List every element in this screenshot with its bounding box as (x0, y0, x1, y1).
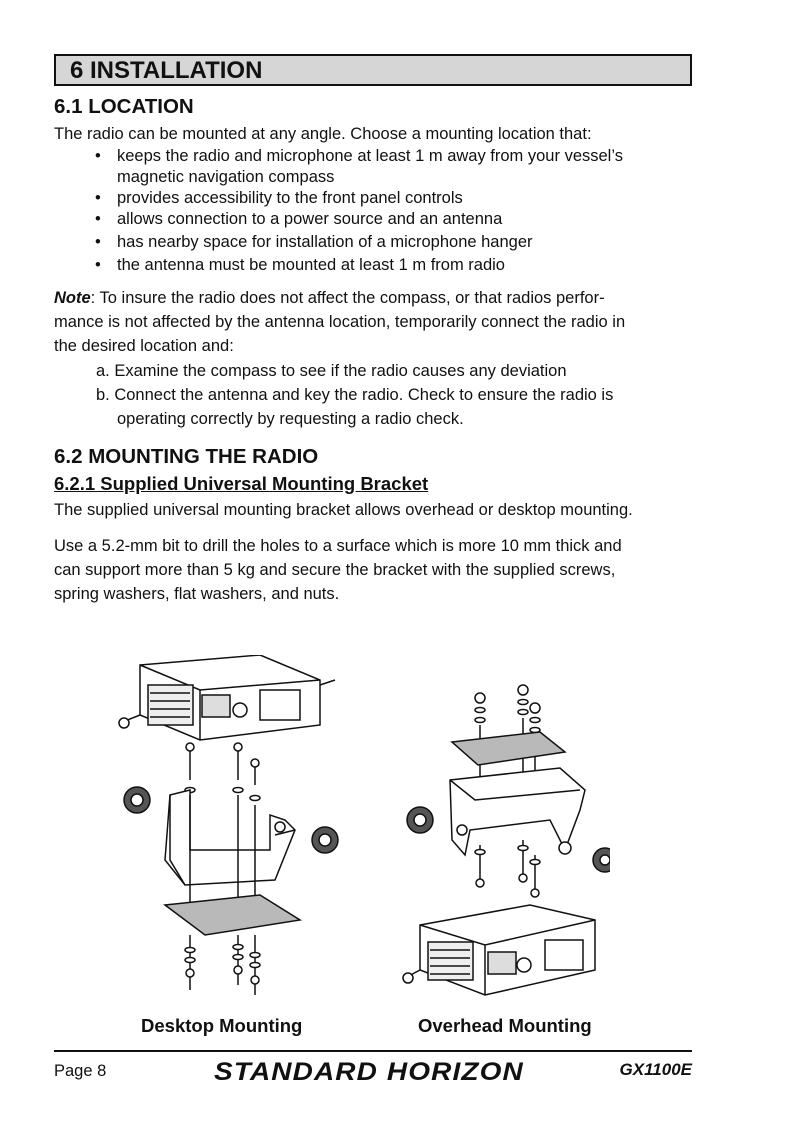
model-name: GX1100E (619, 1060, 692, 1079)
list-item: b. Connect the antenna and key the radio. Check to ensure the radio is (96, 386, 614, 404)
page-number: Page 8 (54, 1062, 107, 1080)
overhead-mounting-caption: Overhead Mounting (418, 1015, 592, 1036)
chapter-title: 6 INSTALLATION (70, 57, 263, 84)
note-steps (96, 359, 613, 431)
note-label: Note (54, 289, 91, 307)
brand-logo: STANDARD HORIZON (214, 1058, 524, 1086)
list-item: • allows connection to a power source and an antenna (95, 210, 503, 228)
list-item: a. Examine the compass to see if the radio causes any deviation (96, 362, 567, 380)
section-heading-location: 6.1 LOCATION (54, 95, 194, 118)
section-heading-mounting: 6.2 MOUNTING THE RADIO (54, 445, 319, 468)
list-item: • keeps the radio and microphone at least 1 m away from your vessel’s (95, 147, 623, 165)
desktop-mounting-caption: Desktop Mounting (141, 1015, 303, 1036)
list-item: magnetic navigation compass (117, 168, 335, 186)
location-intro: The radio can be mounted at any angle. Choose a mounting location that: (54, 125, 592, 143)
overhead-mounting-illustration (400, 680, 610, 1010)
list-item: • the antenna must be mounted at least 1 m from radio (95, 256, 505, 274)
subsection-heading-bracket: 6.2.1 Supplied Universal Mounting Bracket (54, 473, 429, 494)
desktop-mounting-illustration (110, 655, 350, 1005)
list-item: • has nearby space for installation of a microphone hanger (95, 233, 533, 251)
footer-rule (54, 1050, 692, 1052)
location-bullet-list (95, 146, 623, 276)
chapter-title-bar (54, 54, 692, 86)
bracket-paragraph-1: The supplied universal mounting bracket allows overhead or desktop mounting. (54, 501, 633, 519)
list-item: • provides accessibility to the front panel controls (95, 189, 463, 207)
bracket-paragraph-2: Use a 5.2-mm bit to drill the holes to a surface which is more 10 mm thick and can support more than 5 kg and secure the bracket with the supplied screws, spring washers, flat washers, and nuts. (54, 537, 622, 603)
list-item: operating correctly by requesting a radio check. (117, 410, 464, 428)
note-paragraph: Note: To insure the radio does not affect the compass, or that radios perfor- mance is not affected by the antenna location, temporarily connect the radio in the desired location and: (54, 289, 626, 355)
